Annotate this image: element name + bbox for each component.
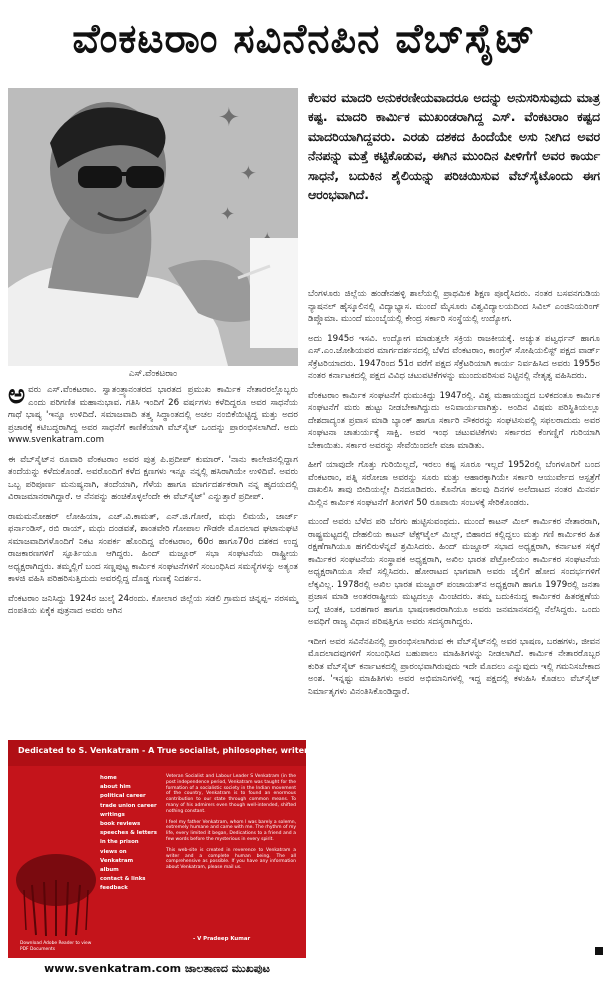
website-signature: - V Pradeep Kumar [193, 936, 251, 942]
right-paragraph-3: ವೆಂಕಟರಾಂ ಕಾರ್ಮಿಕ ಸಂಘಟನೆಗೆ ಧುಮುಕಿದ್ದು 1947ರಲ್ಲಿ. ವಿಶ್ವ ಮಹಾಯುದ್ಧದ ಬಳಿಕದಂತೂ ಕಾರ್ಮಿಕ ಸಂಘಟನೆಗೆ ಮರು ಹುಟ್ಟು ನೀಡಬೇಕಾಗಿದ್ದುದು ಅನಿವಾರ್ಯವಾಗಿತ್ತು. ಅಂದಿನ ವಿಷಮ ಪರಿಸ್ಥಿತಿಯಲ್ಲೂ ದೇಶದಾದ್ಯಂತ ಪ್ರವಾಸ ಮಾಡಿ ಬ್ಯಾಂಕ್ ಹಾಗೂ ಸರ್ಕಾರಿ ನೌಕರರನ್ನು ಸಂಘಟಿಸುವಲ್ಲಿ ಸಫಲರಾದುದು ಅವರ ಸಂಘಟನಾ ಚಾತುರ್ಯಕ್ಕೆ ಸಾಕ್ಷಿ. ಅವರ ಇಂಥ ಚಟುವಟಿಕೆಗಳು ಸರ್ಕಾರದ ಕೆಂಗಣ್ಣಿಗೆ ಗುರಿಯಾಗಿ ಬೇಕಾಯಿತು. ಸರ್ಕಾರ ಅವರನ್ನು ಸೇವೆಯಿಂದಲೇ ವಜಾ ಮಾಡಿತು. [308, 390, 600, 451]
website-screenshot [8, 740, 381, 958]
right-paragraph-1: ಬೆಂಗಳೂರು ಜಿಲ್ಲೆಯ ಹಂಡೇನಹಳ್ಳಿ ಶಾಲೆಯಲ್ಲಿ ಪ್ರಾಥಮಿಕ ಶಿಕ್ಷಣ ಪೂರೈಸಿದರು. ನಂತರ ಬಸವನಗುಡಿಯ ನ್ಯಾಷನಲ್ ಹೈಸ್ಕೂಲಿನಲ್ಲಿ ವಿದ್ಯಾಭ್ಯಾಸ. ಮುಂದೆ ಮೈಸೂರು ವಿಶ್ವವಿದ್ಯಾಲಯದಿಂದ ಸಿವಿಲ್ ಎಂಜಿನಿಯರಿಂಗ್ ಡಿಪ್ಲೊಮಾ. ಮುಂದೆ ಮುಂಬೈಯಲ್ಲಿ ಕೇಂದ್ರ ಸರ್ಕಾರಿ ಸಂಸ್ಥೆಯಲ್ಲಿ ಉದ್ಯೋಗ. [308, 289, 600, 324]
nav-feedback: feedback [100, 885, 128, 892]
dropcap: ಅ [8, 380, 26, 410]
portrait-photo [8, 88, 298, 366]
nav-book-reviews: book reviews [100, 821, 141, 828]
website-text-3: This web-site is created in reverence to Venkatram a writer and a complete human being. The all comprehensive as possible. If you have any information about Venkatram, please mail us. [166, 847, 296, 871]
nav-contact-links: contact & links [100, 876, 146, 883]
end-of-article-mark [595, 947, 603, 955]
page-headline: ವೆಂಕಟರಾಂ ಸವಿನೆನಪಿನ ವೆಬ್‌ಸೈಟ್ [72, 15, 536, 62]
portrait-illustration [8, 88, 298, 366]
nav-home: home [100, 775, 117, 781]
nav-album: album [100, 867, 119, 874]
screenshot-caption: www.svenkatram.com ಜಾಲತಾಣದ ಮುಖಪುಟ [44, 962, 270, 975]
nav-speeches-letters: speeches & letters [100, 830, 157, 837]
right-paragraph-5: ಮುಂದೆ ಅವರು ಬೆಳೆದ ಪರಿ ಬೆರಗು ಹುಟ್ಟಿಸುವಂಥದು. ಮುಂದೆ ಕಾಟನ್ ಮಿಲ್ ಕಾರ್ಮಿಕರ ನೇತಾರರಾಗಿ, ರಾಷ್ಟ್ರಮಟ್ಟದಲ್ಲಿ ದೇಹಲಿಯ ಕಾಟನ್ ಟೆಕ್ಸ್‌ಟೈಲ್ ಮಿಲ್ಸ್, ಬಿಹಾರದ ಕಲ್ಲಿದ್ದಲು ಮತ್ತು ಗಣಿ ಕಾರ್ಮಿಕರ ಹಿತ ರಕ್ಷಣೆಗಾಗಿಯೂ ಹಗಲಿರುಳೆನ್ನದೆ ಶ್ರಮಿಸಿದರು. ಹಿಂದ್ ಮಜ್ದೂರ್ ಸಭಾದ ಅಧ್ಯಕ್ಷರಾಗಿ, ಕರ್ನಾಟಕ ಸಕ್ಕರೆ ಕಾರ್ಮಿಕರ ಸಂಘಟನೆಯ ಸಂಸ್ಥಾಪಕ ಅಧ್ಯಕ್ಷರಾಗಿ, ಅಖಿಲ ಭಾರತ ಪೆಟ್ರೋಲಿಯಂ ಕಾರ್ಮಿಕರ ಸಂಘಟನೆಯ ಅಧ್ಯಕ್ಷರಾಗಿಯೂ ಸೇವೆ ಸಲ್ಲಿಸಿದರು. ಹೋರಾಟದ ಭಾಗವಾಗಿ ಅವರು ಜೈಲಿಗೆ ಹೋದ ಸಂದರ್ಭಗಳಿಗೆ ಲೆಕ್ಕವಿಲ್ಲ. 1978ರಲ್ಲಿ ಅಖಿಲ ಭಾರತ ಮಜ್ದೂರ್ ಪಂಚಾಯತ್‌ನ ಅಧ್ಯಕ್ಷರಾಗಿ ಹಾಗೂ 1979ರಲ್ಲಿ ಜನತಾ ಪ್ರಜಾಸ ಮಾಡಿ ಅಂತರರಾಷ್ಟ್ರೀಯ ಮಟ್ಟದಲ್ಲೂ ಮಿಂಚಿದರು. ತಮ್ಮ ಬದುಕಿನುದ್ದ ಕಾರ್ಮಿಕರ ಹಿತರಕ್ಷಣೆಯ ಬಗ್ಗೆ ಚಿಂತಕ, ಬರಹಗಾರ ಹಾಗೂ ಭಾಷಣಕಾರರಾಗಿಯೂ ಅವರು ಜನಮಾನಸದಲ್ಲಿ ನೆಲೆಸಿದ್ದರು. ಒಂದು ಅವಧಿಗೆ ರಾಜ್ಯ ವಿಧಾನ ಪರಿಷತ್ತಿಗೂ ಅವರು ಸದಸ್ಯರಾಗಿದ್ದರು. [308, 517, 600, 627]
left-paragraph-4: ವೆಂಕಟರಾಂ ಜನಿಸಿದ್ದು 1924ರ ಜುಲೈ 24ರಂದು. ಕೋಲಾರ ಜಿಲ್ಲೆಯ ಸಡಲಿ ಗ್ರಾಮದ ಚಿನ್ನಪ್ಪ– ನರಸಮ್ಮ ದಂಪತಿಯ ಏಕೈಕ ಪುತ್ರನಾದ ಅವರು ಆಗಿನ [8, 593, 298, 616]
website-body-text [166, 774, 296, 944]
nav-in-the-prison: in the prison [100, 839, 139, 846]
photo-caption: ಎಸ್.ವೆಂಕಟರಾಂ [128, 369, 178, 379]
left-paragraph-1 [8, 380, 298, 447]
website-nav [100, 774, 158, 894]
website-text-1: Veteran Socialist and Labour Leader S Venkatram (in the post independence period, Venkatram was taught for the formation of a socialistic society in the Indian movement of the country, Venkatram is to found an enormous contribution to our state through common means. To many of his admirers even though well-intended, shifted nothing constant. [166, 774, 296, 814]
website-footer-note: Download Adobe Reader to view PDF Documents [20, 941, 92, 952]
nav-writings: writings [100, 811, 125, 818]
website-text-2: I feel my father Venkatram, whom I was barely a solemn, extremely humane and came with me. The rhythm of my life, every limited it began, Dedications to a friend and a few words before the mysterious in every spirit. [166, 819, 296, 842]
lede-text: ಕೆಲವರ ಮಾದರಿ ಅನುಕರಣೀಯವಾದರೂ ಅದನ್ನು ಅನುಸರಿಸುವುದು ಮಾತ್ರ ಕಷ್ಟ. ಮಾದರಿ ಕಾರ್ಮಿಕ ಮುಖಂಡರಾಗಿದ್ದ ಎಸ್. ವೆಂಕಟರಾಂ ಕಷ್ಟದ ಮಾದರಿಯಾಗಿದ್ದವರು. ಎರಡು ದಶಕದ ಹಿಂದೆಯೇ ಅಸು ನೀಗಿದ ಅವರ ನೆನಪನ್ನು ಮತ್ತೆ ಕಟ್ಟಿಕೊಡುವ, ಈಗಿನ ಮುಂದಿನ ಪೀಳಿಗೆಗೆ ಅವರ ಕಾರ್ಯ ಸಾಧನೆ, ಬದುಕಿನ ಶೈಲಿಯನ್ನು ಪರಿಚಯಿಸುವ ವೆಬ್‌ಸೈಟೊಂದು ಈಗ ಆರಂಭವಾಗಿದೆ. [308, 90, 600, 203]
right-paragraph-4: ಹೀಗೆ ಯಾವುದೇ ಗೊತ್ತು ಗುರಿಯಿಲ್ಲದೆ, ಇರಲು ಕಷ್ಟ ಸೂರೂ ಇಲ್ಲದೆ 1952ರಲ್ಲಿ ಬೆಂಗಳೂರಿಗೆ ಬಂದ ವೆಂಕಟರಾಂ, ಪತ್ನಿ ಸರೋಜಾ ಅವರನ್ನು ಸೂರು ಮತ್ತು ಆಹಾರಕ್ಕಾಗಿಯೇ ಸರ್ಕಾರಿ ಆಯುರ್ವೇದ ಆಸ್ಪತ್ರೆಗೆ ದಾಖಲಿಸಿ ತಾವು ಬೀದಿಯಲ್ಲೇ ದಿನದೂಡಿದರು. ಕೊನೆಗೂ ಹಲವು ದಿನಗಳ ಅಲೆದಾಟದ ನಂತರ ಮಿನರ್ವ ಮಿಲ್ಲಿನ ಕಾರ್ಮಿಕ ಸಂಘಟನೆಗೆ ತಿಂಗಳಿಗೆ 50 ರೂಪಾಯಿ ಸಂಬಳಕ್ಕೆ ಸೇರಿಕೊಂಡರು. [308, 460, 600, 508]
left-paragraph-1-text: ವರು ಎಸ್.ವೆಂಕಟರಾಂ. ಸ್ವಾತಂತ್ರ್ಯಾನಂತರದ ಭಾರತದ ಪ್ರಮುಖ ಕಾರ್ಮಿಕ ನೇತಾರರಲ್ಲೊಬ್ಬರು ಎಂದು ಪರಿಗಣಿತ ಮಹಾನುಭಾವ. ಗತಿಸಿ ಇಂದಿಗೆ 26 ವರ್ಷಗಳು ಕಳೆದಿದ್ದರೂ ಅವರ ಸಾಧನೆಯ ಗಾಥೆ ಭಾಷ್ಯ 'ಇನ್ನೂ ಉಳಿದಿದೆ. ಸಮಾಜವಾದಿ ತತ್ತ್ವ ಸಿದ್ಧಾಂತದಲ್ಲಿ ಅಚಲ ನಂಬಿಕೆಯಿಟ್ಟಿದ್ದ ಮತ್ತು ಅದರ ಪ್ರಚಾರಕ್ಕೆ ಕಟಿಬದ್ಧರಾಗಿದ್ದ ಅವರ ಸಾಧನೆಗೆ ಕಾಣಿಕೆಯಾಗಿ ವೆಬ್‌ಸೈಟ್ ಒಂದನ್ನು ಪ್ರಾರಂಭಿಸಲಾಗಿದೆ. ಅದು www.svenkatram.com [8, 385, 298, 445]
right-column [308, 288, 600, 968]
banyan-tree-illustration [14, 850, 98, 938]
nav-trade-union-career: trade union career [100, 802, 157, 809]
website-header: Dedicated to S. Venkatram - A True socialist, philosopher, writer and a complete [8, 740, 306, 766]
svg-text:✦: ✦ [220, 204, 236, 225]
lede-paragraph [308, 88, 600, 284]
nav-about-him: about him [100, 784, 131, 791]
nav-political-career: political career [100, 793, 146, 800]
left-paragraph-3: ರಾಮಮನೋಹರ್ ಲೋಹಿಯಾ, ಎಚ್.ವಿ.ಕಾಮತ್, ಎನ್.ಜಿ.ಗೋರೆ, ಮಧು ಲಿಮಯೆ, ಜಾರ್ಜ್ ಫರ್ನಾಂಡಿಸ್, ರಬಿ ರಾಯ್, ಮಧು ದಂಡವತೆ, ಶಾಂತವೇರಿ ಗೋಪಾಲ ಗೌಡರೇ ಮೊದಲಾದ ಘಟಾನುಘಟಿ ಸಮಾಜವಾದಿಗಳೊಂದಿಗೆ ನಿಕಟ ಸಂಪರ್ಕ ಹೊಂದಿದ್ದ ವೆಂಕಟರಾಂ, 60ರ ಹಾಗೂ70ರ ದಶಕದ ಉದ್ದ ರಾಜಕಾರಣಗಳಿಗೆ ಸ್ಫೂರ್ತಿಯೂ ಆಗಿದ್ದರು. ಹಿಂದ್ ಮಜ್ದೂರ್ ಸಭಾ ಸಂಘಟನೆಯ ರಾಷ್ಟ್ರೀಯ ಅಧ್ಯಕ್ಷರಾಗಿದ್ದರು. ತಮ್ಮಲ್ಲಿಗೆ ಬಂದ ಸಣ್ಣಪುಟ್ಟ ಕಾರ್ಮಿಕ ಸಂಘಟನೆಗಳಿಗೆ ಸಂಬಂಧಿಸಿದ ಸಮಸ್ಯೆಗಳನ್ನು ಅತ್ಯಂತ ಕಾಳಜಿ ವಹಿಸಿ ಪರಿಹರಿಸುತ್ತಿದುದು ಅವರಲ್ಲಿದ್ದ ದೊಡ್ಡ ಗುಣಕ್ಕೆ ನಿದರ್ಶನ. [8, 511, 298, 584]
svg-text:✦: ✦ [218, 103, 240, 133]
nav-views: views on Venkatram [100, 848, 134, 864]
right-paragraph-6: ಇದೀಗ ಅವರ ಸವಿನೆನಪಿನಲ್ಲಿ ಪ್ರಾರಂಭಿಸಲಾಗಿರುವ ಈ ವೆಬ್‌ಸೈಟ್‌ನಲ್ಲಿ ಅವರ ಭಾಷಣ, ಬರಹಗಳು, ಜೀವನ ಮೊದಲಾದವುಗಳಿಗೆ ಸಂಬಂಧಿಸಿದ ಬಹುಪಾಲು ಮಾಹಿತಿಗಳನ್ನು ನೀಡಲಾಗಿದೆ. ಕಾರ್ಮಿಕ ನೇತಾರರೊಬ್ಬರ ಕುರಿತ ವೆಬ್‌ಸೈಟ್ ಕರ್ನಾಟಕದಲ್ಲಿ ಪ್ರಾರಂಭವಾಗಿರುವುದು ಇದೇ ಮೊದಲು ಎನ್ನುವುದು ಇಲ್ಲಿ ಗಮನಿಸಬೇಕಾದ ಅಂಶ. 'ಇನ್ನಷ್ಟು ಮಾಹಿತಿಗಳು ಅವರ ಅಭಿಮಾನಿಗಳಲ್ಲಿ ಇದ್ದ ಪಕ್ಷದಲ್ಲಿ ಕಳುಹಿಸಿ ಕೊಡಲು ವೆಬ್‌ಸೈಟ್ ನಿರ್ಮಾತೃಗಳು ವಿನಂತಿಸಿಕೊಂಡಿದ್ದಾರೆ. [308, 636, 600, 697]
right-paragraph-2: ಅದು 1945ರ ಇಸವಿ. ಉದ್ಯೋಗ ಮಾಡುತ್ತಲೇ ಸಕ್ರಿಯ ರಾಜಕೀಯಕ್ಕೆ. ಅಚ್ಯುತ ಪಟ್ವರ್ಧನ್ ಹಾಗೂ ಎಸ್.ಎಂ.ಜೋಶಿಯವರ ಮಾರ್ಗದರ್ಶನದಲ್ಲಿ ಬೆಳೆದ ವೆಂಕಟರಾಂ, ಕಾಂಗ್ರೆಸ್ ಸೋಷಿಯಲಿಸ್ಟ್ ಪಕ್ಷದ ವಾರ್ಡ್ ಸೆಕ್ರೆಟರಿಯಾದರು. 1947ರಿಂದ 51ರ ವರೆಗೆ ಪಕ್ಷದ ಸೆಕ್ರೆಟರಿಯಾಗಿ ಕಾರ್ಯ ನಿರ್ವಹಿಸಿದ ಅವರು 1955ರ ನಂತರ ಕರ್ನಾಟಕದಲ್ಲಿ ಪಕ್ಷದ ವಿವಿಧ ಚಟುವಟಿಕೆಗಳನ್ನು ಮುಂದುವರಿಸುವ ನಿಟ್ಟಿನಲ್ಲಿ ನೇತೃತ್ವ ವಹಿಸಿದರು. [308, 333, 600, 381]
left-column [8, 380, 298, 736]
svg-text:✦: ✦ [240, 161, 257, 185]
left-paragraph-2: ಈ ವೆಬ್‌ಸೈಟ್‌ನ ರೂವಾರಿ ವೆಂಕಟರಾಂ ಅವರ ಪುತ್ರ ಪಿ.ಪ್ರದೀಪ್ ಕುಮಾರ್. 'ನಾನು ಕಾಲೇಜಿನಲ್ಲಿದ್ದಾಗ ತಂದೆಯನ್ನು ಕಳೆದುಕೊಂಡೆ. ಅವರೊಂದಿಗೆ ಕಳೆದ ಕ್ಷಣಗಳು ಇನ್ನೂ ನನ್ನಲ್ಲಿ ಹಸಿರಾಗಿಯೇ ಉಳಿದಿವೆ. ಅವರು ಒಬ್ಬ ಪರಿಪೂರ್ಣ ಮನುಷ್ಯನಾಗಿ, ತಂದೆಯಾಗಿ, ಗೆಳೆಯ ಹಾಗೂ ಮಾರ್ಗದರ್ಶಕರಾಗಿ ನನ್ನ ಹೃದಯದಲ್ಲಿ ವಿರಾಜಮಾನರಾಗಿದ್ದಾರೆ. ಆ ನೆನಪನ್ನು ಹಂಚಿಕೊಳ್ಳಲೆಂದೇ ಈ ವೆಬ್‌ಸೈಟ್' ಎನ್ನುತ್ತಾರೆ ಪ್ರದೀಪ್. [8, 454, 298, 502]
